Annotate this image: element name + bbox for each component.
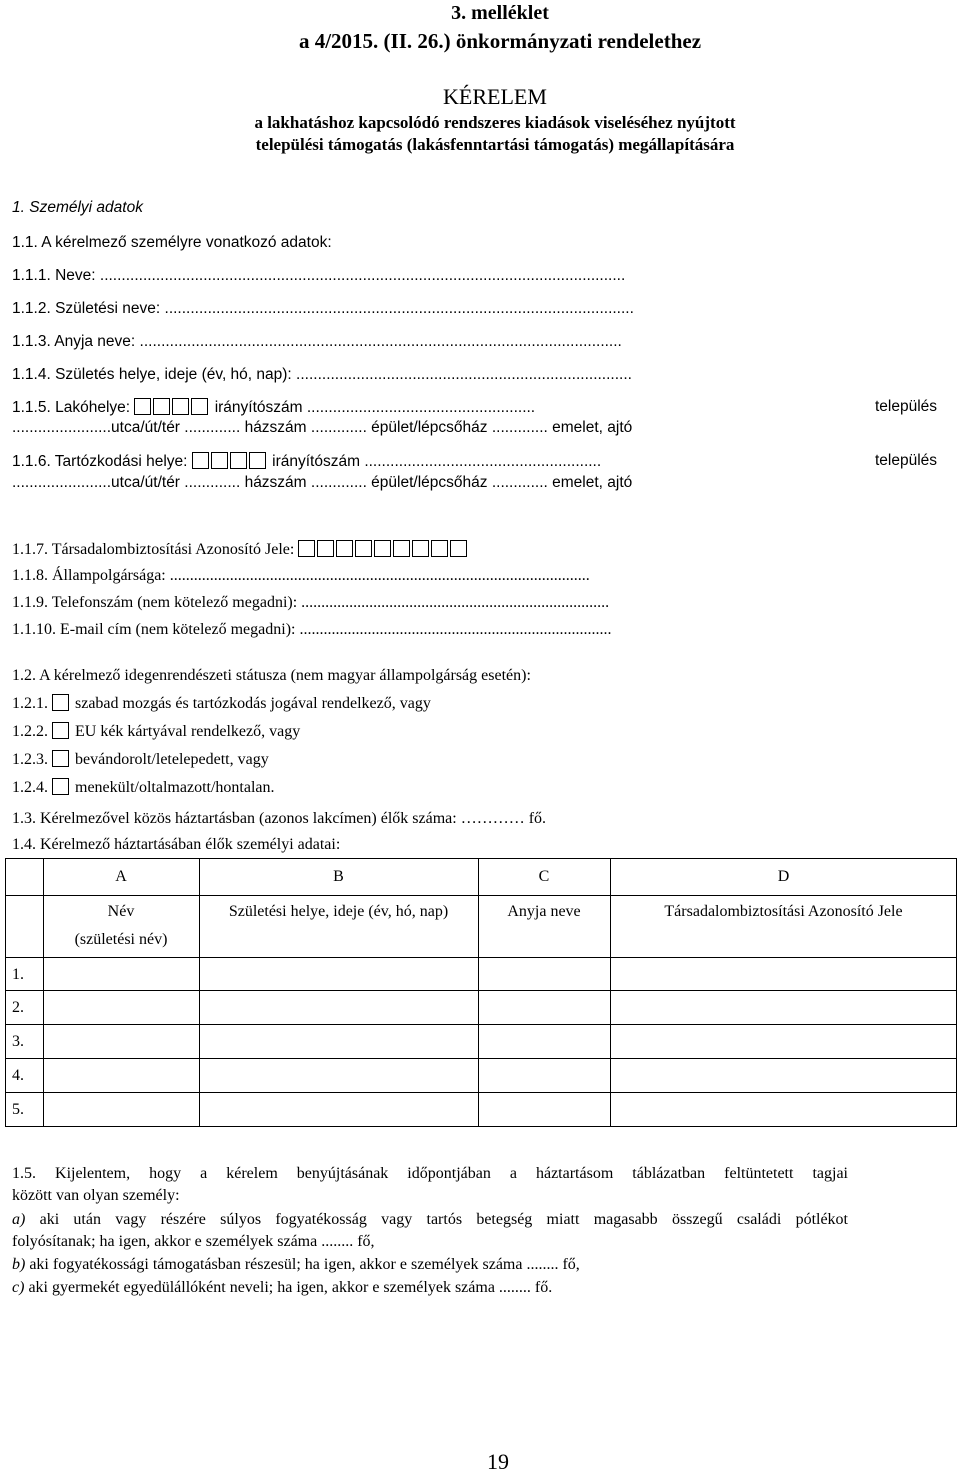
col-header-mother: Anyja neve bbox=[507, 903, 581, 920]
col-header-birth-name: (születési név) bbox=[74, 931, 168, 948]
status-option-number: 1.2.1. bbox=[12, 695, 48, 712]
status-checkbox-1[interactable] bbox=[52, 694, 69, 711]
declaration-a-cont[interactable]: folyósítanak; ha igen, akkor e személyek száma ........ fő, bbox=[12, 1233, 375, 1250]
col-letter-a: A bbox=[115, 868, 127, 885]
table-row-number: 4. bbox=[12, 1067, 24, 1084]
table-divider bbox=[199, 858, 200, 1127]
option-c-text: aki gyermekét egyedülállóként neveli; ha igen, akkor e személyek száma ........ fő. bbox=[28, 1279, 553, 1296]
temp-city-label: település bbox=[875, 452, 938, 469]
declaration-intro-1: 1.5. Kijelentem, hogy a kérelem benyújtásának időpontjában a háztartásom táblázatban feltüntetett tagjai bbox=[12, 1165, 848, 1182]
table-divider bbox=[610, 858, 611, 1127]
section-heading-personal: 1. Személyi adatok bbox=[12, 199, 143, 216]
field-email[interactable]: 1.1.10. E-mail cím (nem kötelező megadni): .............................................................................. bbox=[12, 621, 612, 638]
col-header-taj: Társadalombiztosítási Azonosító Jele bbox=[664, 903, 903, 920]
annex-label: 3. melléklet bbox=[451, 2, 549, 24]
declaration-b[interactable] bbox=[12, 1256, 580, 1274]
status-option-4 bbox=[12, 778, 275, 797]
temp-zip-label: irányítószám bbox=[272, 453, 360, 470]
residence-address-line[interactable]: .......................utca/út/tér ............. házszám ............. épület/lépcsőház ............. emelet, ajtó bbox=[12, 419, 633, 436]
col-letter-d: D bbox=[777, 868, 790, 885]
status-option-number: 1.2.3. bbox=[12, 751, 48, 768]
status-option-number: 1.2.2. bbox=[12, 723, 48, 740]
status-option-label: EU kék kártyával rendelkező, vagy bbox=[75, 723, 301, 740]
status-checkbox-3[interactable] bbox=[52, 750, 69, 767]
field-residence bbox=[12, 398, 535, 417]
option-c-label: c) bbox=[12, 1279, 25, 1296]
field-citizenship[interactable]: 1.1.8. Állampolgársága: ......................................................................................................... bbox=[12, 567, 590, 584]
table-divider bbox=[5, 1092, 957, 1093]
field-temporary-residence bbox=[12, 452, 601, 471]
col-header-birth-place: Születési helye, ideje (év, hó, nap) bbox=[228, 903, 449, 920]
taj-label: 1.1.7. Társadalombiztosítási Azonosító Jele: bbox=[12, 541, 295, 558]
temp-zip-boxes[interactable] bbox=[192, 453, 268, 470]
temp-residence-label: 1.1.6. Tartózkodási helye: bbox=[12, 453, 188, 470]
status-option-2 bbox=[12, 722, 300, 741]
household-heading: 1.4. Kérelmező háztartásában élők személyi adatai: bbox=[12, 836, 341, 853]
subsection-1-1: 1.1. A kérelmező személyre vonatkozó adatok: bbox=[12, 234, 332, 251]
table-divider bbox=[43, 858, 44, 1127]
residence-zip-label: irányítószám bbox=[214, 399, 303, 416]
form-title: KÉRELEM bbox=[443, 84, 547, 109]
option-a-label: a) bbox=[12, 1211, 26, 1228]
status-option-number: 1.2.4. bbox=[12, 779, 48, 796]
declaration-intro-2: között van olyan személy: bbox=[12, 1187, 180, 1204]
option-a-text: aki után vagy részére súlyos fogyatékosság vagy tartós betegség miatt magasabb összegű családi pótlékot bbox=[39, 1211, 849, 1228]
residence-label: 1.1.5. Lakóhelye: bbox=[12, 399, 131, 416]
temp-address-line[interactable]: .......................utca/út/tér ............. házszám ............. épület/lépcsőház ............. emelet, ajtó bbox=[12, 474, 633, 491]
col-letter-b: B bbox=[333, 868, 344, 885]
household-count[interactable]: 1.3. Kérelmezővel közös háztartásban (azonos lakcímen) élők száma: ………… fő. bbox=[12, 810, 547, 827]
table-divider bbox=[5, 957, 957, 958]
table-divider bbox=[5, 990, 957, 991]
table-row-number: 5. bbox=[12, 1101, 24, 1118]
residence-zip-boxes[interactable] bbox=[134, 399, 210, 416]
declaration-c[interactable] bbox=[12, 1279, 552, 1297]
field-name[interactable]: 1.1.1. Neve: .......................................................................................................................... bbox=[12, 267, 626, 284]
table-divider bbox=[5, 1024, 957, 1025]
status-checkbox-4[interactable] bbox=[52, 778, 69, 795]
household-table bbox=[5, 858, 957, 1127]
page-number: 19 bbox=[487, 1449, 509, 1474]
field-birth-place-date[interactable]: 1.1.4. Születés helye, ideje (év, hó, nap): .............................................................................. bbox=[12, 366, 632, 383]
status-checkbox-2[interactable] bbox=[52, 722, 69, 739]
form-subtitle-2: települési támogatás (lakásfenntartási támogatás) megállapítására bbox=[255, 135, 735, 154]
table-divider bbox=[5, 1058, 957, 1059]
status-option-3 bbox=[12, 750, 269, 769]
option-b-label: b) bbox=[12, 1256, 26, 1273]
field-phone[interactable]: 1.1.9. Telefonszám (nem kötelező megadni): ............................................................................. bbox=[12, 594, 610, 611]
taj-boxes[interactable] bbox=[298, 541, 469, 558]
residence-city-label: település bbox=[875, 398, 938, 415]
status-option-label: szabad mozgás és tartózkodás jogával rendelkező, vagy bbox=[75, 695, 431, 712]
table-row-number: 3. bbox=[12, 1033, 24, 1050]
residence-dots[interactable]: ..................................................... bbox=[306, 399, 536, 416]
col-header-name: Név bbox=[107, 903, 135, 920]
declaration-a bbox=[12, 1211, 848, 1229]
status-option-label: bevándorolt/letelepedett, vagy bbox=[75, 751, 269, 768]
col-letter-c: C bbox=[538, 868, 550, 885]
field-mother-name[interactable]: 1.1.3. Anyja neve: ................................................................................................................ bbox=[12, 333, 622, 350]
option-b-text: aki fogyatékossági támogatásban részesül; ha igen, akkor e személyek száma ........ fő, bbox=[29, 1256, 580, 1273]
table-row-number: 1. bbox=[12, 966, 24, 983]
annex-regulation: a 4/2015. (II. 26.) önkormányzati rendelethez bbox=[298, 29, 702, 53]
status-option-1 bbox=[12, 694, 431, 713]
field-birth-name[interactable]: 1.1.2. Születési neve: ............................................................................................................. bbox=[12, 300, 634, 317]
table-row-number: 2. bbox=[12, 999, 24, 1016]
table-divider bbox=[5, 895, 957, 896]
status-option-label: menekült/oltalmazott/hontalan. bbox=[75, 779, 275, 796]
subsection-1-2: 1.2. A kérelmező idegenrendészeti státusza (nem magyar állampolgárság esetén): bbox=[12, 667, 531, 684]
table-divider bbox=[478, 858, 479, 1127]
temp-dots[interactable]: ....................................................... bbox=[364, 453, 602, 470]
field-taj bbox=[12, 540, 469, 559]
form-subtitle-1: a lakhatáshoz kapcsolódó rendszeres kiadások viseléséhez nyújtott bbox=[254, 113, 736, 132]
